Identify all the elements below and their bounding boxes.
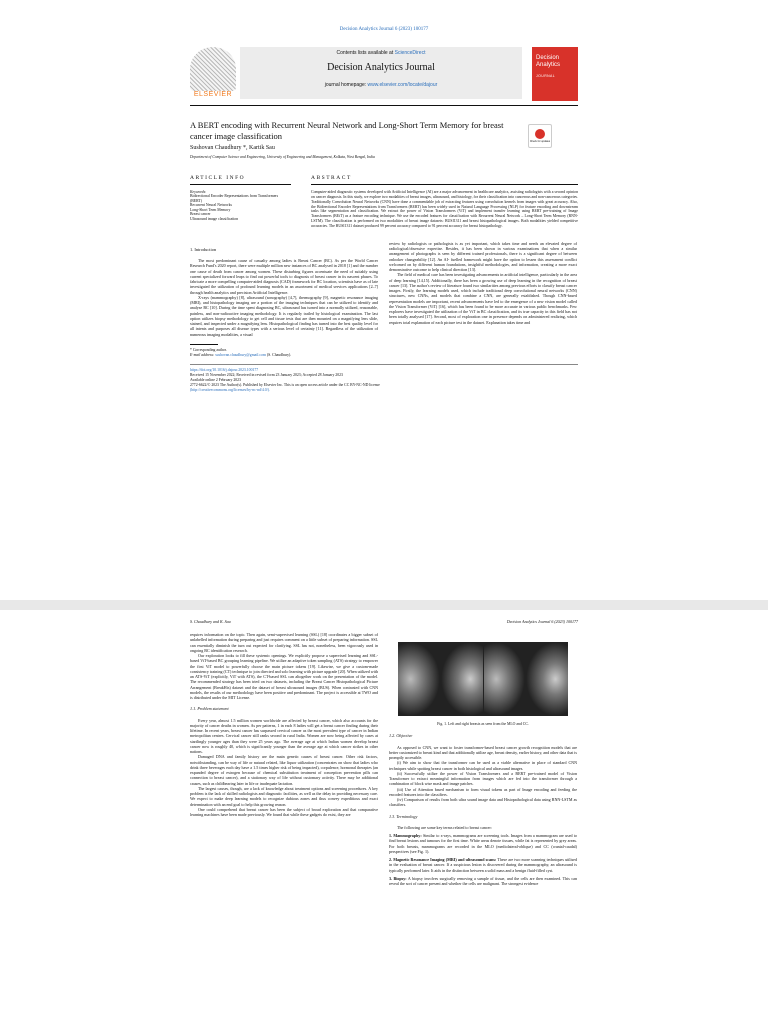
elsevier-tree-icon <box>190 47 236 91</box>
elsevier-logo <box>190 47 236 99</box>
terminology-heading: 1.3. Terminology <box>389 813 418 819</box>
paragraph: Every year, almost 1.5 million women worldwide are affected by breast cancer, which also accounts for the majority of cancer deaths in women. As per patterns, 1 in each 8 ladies will get a breast cancer finding during their lifetime. In recent years, breast cancer has surpassed cervical cancer as the most prevalent type of cancer in Indian metropolitan centres. Cervical cancer still ranks second in rural India. Women are now being affected by cases at startlingly younger ages than they were 25 years ago. The average age at which Indian women develop breast cancer now is roughly 40, which is significantly younger than the average age at which cancer strikes in other nations. <box>190 717 378 754</box>
objective-heading: 1.2. Objective <box>389 733 413 739</box>
keyword: Bidirectional Encoder Representations from Transformers (BERT) <box>190 194 279 203</box>
page2-column-left <box>190 632 378 886</box>
keyword: Recurrent Neural Networks <box>190 203 232 207</box>
author-email-link[interactable]: sushovan.chaudhury@gmail.com <box>215 352 266 357</box>
paragraph: The largest causes, though, are a lack of knowledge about treatment options and screening procedures. A key problem is the lack of skilled radiologists and diagnostic facilities, as well as the delay in providing necessary care. We expect to make deep learning models to recognize dubious zones and thus convey expeditious and exact determination with an end goal to help this growing reason. <box>190 785 378 807</box>
page1-column-right <box>389 241 577 358</box>
page1-column-left <box>190 241 378 358</box>
problem-statement-heading: 1.1. Problem statement <box>190 706 229 712</box>
article-info <box>190 175 291 229</box>
page2-running-head <box>190 610 578 624</box>
doi-link[interactable]: https://doi.org/10.1016/j.dajour.2023.100177 <box>190 368 259 373</box>
page2-body <box>190 632 578 886</box>
article-authors: Sushovan Chaudhury *, Kartik Sau <box>190 145 275 151</box>
paragraph: review by radiologists or pathologists is as yet important, which takes time and needs an elevated degree of radiological/obsessive expertise. Besides, it has been shown in various examinations that when a similar arrangement of photographs is seen by different trained professionals, there is a significant degree of between onlooker changeability [12]. An AI- fuelled framework might have the option to lessen this assessment conflict welcomed on by different human foundations, insightful methodologies, and information, creating a more exact demonstrative outcome to help clinical direction [13]. <box>389 240 577 272</box>
cover-sub: JOURNAL <box>536 74 556 78</box>
page2-column-right <box>389 632 577 886</box>
running-citation[interactable]: Decision Analytics Journal 6 (2023) 100177 <box>339 27 429 32</box>
page-2 <box>0 610 768 1024</box>
available-online: Available online 2 February 2023 <box>190 377 241 382</box>
abstract-text: Computer-aided diagnostic systems developed with Artificial Intelligence (AI) are a major advancement in healthcare analytics, assisting radiologists with a second opinion on cancer diagnosis. In this study, we explore two modalities of breast images, ultrasound, and histology, for their classification into cancerous and non-cancerous categories. Traditionally Convolution Neural Networks (CNN) have done a commendable job of extracting features using convolution kernels from images with great accuracy. Also, the Bidirectional Encoder Representations from Transformers (BERT) has been widely used in Natural Language Processing (NLP) for feature encoding and downstream tasks like segmentation and classification. We extract the power of Vision Transformers (ViT) and implement transfer learning using BERT pre-training of Image Transformers (BEiT) as a feature encoding technique. We use the encoded features for classification with Recurrent Neural Network – Long-Short Term Memory (RNN-LSTM). The classification is performed on two modalities of breast image datasets: BUSI1311 and breast histopathological images. Both modalities yielded competitive accuracies. The BUSI1311 dataset produced 99 percent accuracy compared to 91 percent accuracy for breast histopathology. <box>311 190 578 228</box>
sciencedirect-link[interactable]: ScienceDirect <box>394 50 426 56</box>
term-item: 3. Biopsy: A biopsy involves surgically removing a sample of tissue, and the cells are then examined. This can reveal the sort of cancer present and whether the cells are malignant. The strongest evidence <box>389 875 577 886</box>
abstract <box>311 175 578 229</box>
homepage-line: journal homepage: www.elsevier.com/locate/dajour <box>324 82 438 88</box>
term-item: 2. Magnetic Resonance Imaging (MRI) and ultrasound scans: These are two more scanning techniques utilised in the evaluation of breast cancer. If a suspicious lesion is discovered during the mammography, an ultrasound is typically performed later. It aids in the distinction between a solid mass and a benign fluid-filled cyst. <box>389 857 577 873</box>
keywords-label: Keywords: <box>190 190 207 194</box>
check-updates-badge-icon <box>535 129 545 139</box>
paragraph: One could comprehend that breast cancer has been the subject of broad exploration and that comparative learning machines have been made previously. We found that while these gadgets do exist, they are <box>190 806 378 817</box>
journal-cover <box>532 47 578 101</box>
check-for-updates-icon[interactable]: Check for updates <box>528 124 552 148</box>
page1-body <box>190 241 578 358</box>
mammogram-image <box>484 642 526 716</box>
paragraph: (i) We aim to show that the transformer can be used as a viable alternative in place of standard CNN techniques while spotting breast cancer in both histological and ultrasound images. <box>389 760 577 771</box>
mammogram-image <box>441 642 483 716</box>
paragraph: The following are some key terms related to breast cancer: <box>397 824 492 830</box>
mammogram-image <box>398 642 440 716</box>
received-dates: Received 15 November 2022; Received in revised form 23 January 2023; Accepted 28 January 2023 <box>190 373 343 378</box>
homepage-link[interactable]: www.elsevier.com/locate/dajour <box>367 82 438 88</box>
running-authors: S. Chaudhury and K. Sau <box>190 619 231 624</box>
info-abstract-row <box>190 175 578 229</box>
journal-masthead <box>190 47 578 99</box>
paragraph: As opposed to CNN, we want to foster transformer-based breast cancer growth recognition models that are better customized to breast kind and that additionally utilize age, breast density, earlier history, and other data that is promptly accessible. <box>389 744 577 760</box>
cover-title: Decision Analytics <box>536 55 561 68</box>
article-meta <box>190 364 578 392</box>
paragraph: Damaged DNA and family history are the main genetic causes of breast cancer. Other risk factors, notwithstanding, can be way of life or natural related, like liquor utilization (concentrates on show that ladies who drink three beverages each day have a 1.5 times higher risk of being impacted), corpulence, hormonal therapies (an expanded degree of estrogen because of chemical substitution treatment of conception prevention pills can connection to breast cancer), and a stationary way of life without customary activity. There may be additional causes, such as childbearing later in life or inadequate lactation. <box>190 754 378 786</box>
paragraph: (ii) Successfully utilize the power of Vision Transformers and a BERT pre-trained model of Vision Transformer to extract meaningful information from images which are fed into the transformer through a combination of block wise mask and image patches. <box>389 770 577 787</box>
keyword: Long-Short Term Memory <box>190 207 231 212</box>
paragraph: requires information on the topic. Then again, semi-supervised learning (SSL) [18] coordinates a bigger subset of unlabelled information during preparing and just requires comment on a little subset of preparing information. SSL can essentially diminish the turn out expected for clarifying. SSL has not, nonetheless, been vigorously used in ongoing BC identification research. <box>190 632 378 653</box>
mammogram-figure <box>398 642 568 716</box>
paragraph: (iii) Use of Attention based mechanism to form visual tokens as part of Image encoding and feeding the encoded features into the classifiers. <box>389 786 577 797</box>
intro-heading: 1. Introduction <box>190 246 217 252</box>
paragraph: The field of medical care has been investigating advancements in artificial intelligence, particularly in the area of deep learning [14,15]. Additionally, there has been a growing use of deep learning in the recognition of breast cancer [13]. The author's review of literature found two similarities among previous efforts to classify breast cancer images. Firstly, the learning models used, which include traditional deep convolutional neural networks (CNN) structures, new CNNs, and models that combine a CNN, are generally established. Though CNN-based representation models are important, recent advancements have led to the emergence of a new vision model called the Vision Transformer (ViT) [16], which has been found to be more accurate in various public benchmarks. Few explorers have investigated the utilization of the ViT in BC classification, and its true capacity in this field has not been totally analysed [17]. Second, most of exploration one in presence depends on administered realizing, which requires total explanation of each picture test in the dataset. Explanation takes time and <box>389 272 577 325</box>
paragraph: (iv) Comparison of results from both ultra sound image data and Histopathological data using RNN-LSTM as classifiers. <box>389 797 577 808</box>
keyword: Ultrasound image classification <box>190 216 239 221</box>
figure-caption: Fig. 1. Left and right breasts as seen from the MLO and CC. <box>437 722 529 726</box>
footnote: * Corresponding author. E-mail address: sushovan.chaudhury@gmail.com (S. Chaudhury). <box>190 347 292 357</box>
masthead-center <box>240 47 522 99</box>
journal-name: Decision Analytics Journal <box>327 62 435 73</box>
term-item: 1. Mammography: Similar to x-rays, mammograms are screening tools. Images from a mammogram are used to find breast lesions and tumours for the first time. White areas denote tissues, while fat is represented by grey areas. For both breasts, mammograms are recorded in the MLO (mediolateral-oblique) and CC (cranial-caudal) perspectives (see Fig. 1). <box>389 833 578 854</box>
license-text: 2772-6622/© 2023 The Author(s). Published by Elsevier Inc. This is an open access article under the CC BY-NC-ND license <box>190 382 380 387</box>
masthead-rule <box>190 105 578 106</box>
footnote-separator <box>190 344 218 345</box>
article-affiliation: Department of Computer Science and Engineering, University of Engineering and Management, Kolkata, West Bengal, India <box>190 155 375 159</box>
abstract-heading: ABSTRACT <box>311 175 578 185</box>
article-title: A BERT encoding with Recurrent Neural Network and Long-Short Term Memory for breast cancer image classification <box>190 120 504 141</box>
license-link[interactable]: (http://creativecommons.org/licenses/by-nc-nd/4.0/). <box>190 387 270 392</box>
article-info-heading: ARTICLE INFO <box>190 175 291 185</box>
contents-line: Contents lists available at ScienceDirect <box>336 50 426 56</box>
running-journal: Decision Analytics Journal 6 (2023) 100177 <box>506 619 578 624</box>
paragraph: The most predominant cause of casualty among ladies is Breast Cancer (BC). As per the World Cancer Research Fund's 2020 report, there were multiple million new instances of BC analysed in 2018 [1] and the number one cause of death from cancer among women. These disturbing figures accentuate the need of suitably using current specialized forward leaps to find out powerful tools to diagnosis of breast cancer in its nascent phases. To fabricate a more compelling computer-aided diagnosis (CAD) framework for BC location, scientists have as of late investigated the utilization of profound learning models in an assortment of medical services applications [2–7] through health analytics and precision Artificial Intelligence. <box>190 258 378 295</box>
paragraph: X-rays (mammography) [8], ultrasound (sonography) [4,7], thermography [9], magnetic resonance imaging (MRI), and histopathology imaging are a portion of the imaging techniques that can be utilized to identify and analyse BC [10]. During the time spent diagnosing BC, ultrasound has turned into a normally utilized, reasonable, painless, and non-radioactive imaging methodology. It is regularly trailed by histological examination. The last option utilizes biopsy methodology to get cell and tissue tests that are then mounted on a magnifying lens slide, stained, and inspected under a magnifying lens. Histopathological finding has turned into the best quality level for all intents and purposes all disease types with a serious level of certainty [11]. Regardless of the utilization of numerous imaging modalities, a visual <box>190 294 378 337</box>
paragraph: Our exploration looks to fill these systemic openings. We explicitly propose a supervised learning and SSL-based ViT-based BC grouping learning pipeline. We utilize an adaptive token sampling (ATS) strategy to empower the first ViT model to powerfully choose the main picture tokens [19]. Likewise, we give a custom-made consistency training (CT) technique to join directed and solo learning with picture upgrade [20]. When utilized with an ATS-ViT (explicitly, ViT with ATS), the CT-based SSL can altogether work on the presentation of the model. The recommended strategy has been tried on two datasets, including the Breast Cancer Histopathological Picture Arrangement (BreakHis) dataset and the dataset of breast ultrasound images (BUS). When contrasted with CNN models, the results of our methodology have been positive and predominant. The project is accessible at TWO and is distributed under the MIT License. <box>190 653 378 700</box>
keyword: Breast cancer <box>190 212 211 216</box>
mammogram-image <box>526 642 568 716</box>
publisher-name: ELSEVIER <box>193 91 233 98</box>
